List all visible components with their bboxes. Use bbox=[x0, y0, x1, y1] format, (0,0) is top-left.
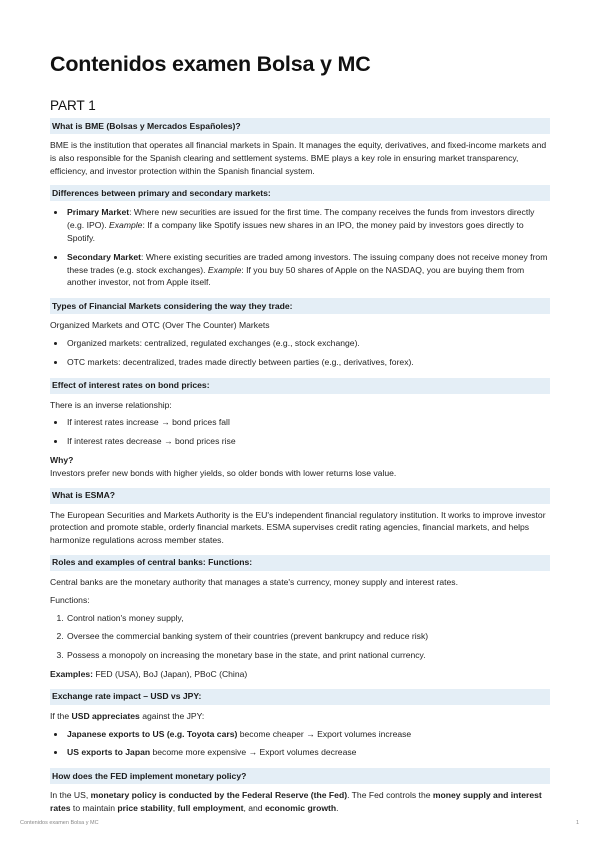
document-page bbox=[50, 52, 550, 820]
bme-paragraph: BME is the institution that operates all financial markets in Spain. It manages the equity, derivatives, and fixed-income markets and is also responsible for the Spanish clearing and settlement systems. BME plays a key role in ensuring market transparency, efficiency, and investor protection within the Spanish financial system. bbox=[50, 140, 547, 176]
esma-paragraph: The European Securities and Markets Authority is the EU's independent financial regulatory institution. It works to improve investor protection and promote stable, orderly financial markets. ESMA supervises credit rating agencies, financial markets, and helps harmonize regulations across member states. bbox=[50, 509, 546, 546]
functions-label: Functions: bbox=[50, 594, 90, 605]
fed-t2: . The Fed controls the bbox=[347, 790, 433, 801]
exchange-intro bbox=[50, 710, 550, 723]
fed-t1: In the US, bbox=[50, 790, 91, 801]
primary-example-label: Example bbox=[109, 220, 143, 231]
functions-list bbox=[50, 612, 550, 662]
fed-b5: economic growth bbox=[264, 802, 337, 813]
secondary-example-text: : If you buy 50 shares of Apple on the NASDAQ, you are buying them from another investor, not from Apple itself. bbox=[67, 264, 525, 288]
section-heading-types: Types of Financial Markets considering the way they trade: bbox=[50, 298, 550, 314]
secondary-example-label: Example bbox=[207, 264, 242, 275]
primary-text: : Where new securities are issued for the first time. The company receives the funds from investors directly (e.g. IPO). bbox=[67, 207, 535, 231]
section-heading-markets: Differences between primary and secondary markets: bbox=[50, 185, 550, 201]
footer-title: Contenidos examen Bolsa y MC bbox=[20, 820, 99, 826]
why-label-text: Why? bbox=[50, 454, 74, 465]
primary-label: Primary Market bbox=[67, 207, 130, 218]
fed-t5: , and bbox=[243, 802, 265, 813]
list-item: • If interest rates decrease → bond prices rise bbox=[66, 435, 550, 448]
examples-label: Examples: bbox=[50, 668, 93, 679]
section-heading-fed: How does the FED implement monetary policy? bbox=[50, 768, 550, 784]
secondary-label: Secondary Market bbox=[67, 251, 142, 262]
section-heading-central-banks: Roles and examples of central banks: Functions: bbox=[50, 555, 550, 571]
list-item-primary bbox=[66, 206, 550, 244]
fed-t3: to maintain bbox=[70, 802, 118, 813]
types-list bbox=[50, 337, 550, 369]
examples-text: FED (USA), BoJ (Japan), PBoC (China) bbox=[93, 668, 248, 679]
types-intro: Organized Markets and OTC (Over The Counter) Markets bbox=[50, 320, 270, 331]
part-heading: PART 1 bbox=[50, 98, 96, 113]
markets-list bbox=[50, 206, 550, 289]
primary-example-text: : If a company like Spotify issues new shares in an IPO, the money paid by investors goes directly to Spotify. bbox=[67, 220, 524, 243]
fed-b2: money supply and interest rates bbox=[50, 790, 542, 813]
interest-intro: There is an inverse relationship: bbox=[50, 399, 172, 410]
item1-bold: Japanese exports to US (e.g. Toyota cars) bbox=[67, 728, 238, 739]
document-title: Contenidos examen Bolsa y MC bbox=[50, 52, 371, 76]
fed-b3: price stability bbox=[117, 802, 173, 813]
interest-list bbox=[50, 416, 550, 448]
fed-b4: full employment bbox=[177, 802, 244, 813]
list-item: 2. Oversee the commercial banking system of their countries (prevent bankrupcy and reduce risk) bbox=[66, 630, 550, 643]
list-item: • Organized markets: centralized, regulated exchanges (e.g., stock exchange). bbox=[66, 337, 550, 350]
list-item bbox=[66, 746, 550, 759]
secondary-text: : Where existing securities are traded among investors. The issuing company does not receive money from these trades (e.g. stock exchanges). bbox=[67, 251, 548, 275]
section-heading-esma: What is ESMA? bbox=[50, 488, 550, 504]
fed-t4: , bbox=[172, 802, 178, 813]
list-item: • OTC markets: decentralized, trades made directly between parties (e.g., derivatives, forex). bbox=[66, 356, 550, 369]
exchange-intro-bold: USD appreciates bbox=[71, 710, 140, 721]
list-item: 3. Possess a monopoly on increasing the monetary base in the state, and print national currency. bbox=[66, 649, 550, 662]
list-item bbox=[66, 728, 550, 741]
section-heading-exchange-rate: Exchange rate impact – USD vs JPY: bbox=[50, 689, 550, 705]
exchange-intro-post: against the JPY: bbox=[139, 710, 205, 721]
list-item: 1. Control nation's money supply, bbox=[66, 612, 550, 625]
list-item: • If interest rates increase → bond prices fall bbox=[66, 416, 550, 429]
item1-text: become cheaper → Export volumes increase bbox=[237, 728, 412, 739]
section-heading-bme: What is BME (Bolsas y Mercados Españoles)? bbox=[50, 118, 550, 134]
footer-page-number: 1 bbox=[575, 820, 579, 826]
examples-line bbox=[50, 668, 550, 681]
fed-paragraph bbox=[50, 789, 550, 815]
fed-b1: monetary policy is conducted by the Federal Reserve (the Fed) bbox=[90, 790, 348, 801]
exchange-list bbox=[50, 728, 550, 760]
exchange-intro-pre: If the bbox=[50, 710, 72, 721]
list-item-secondary bbox=[66, 251, 550, 289]
item2-bold: US exports to Japan bbox=[67, 747, 151, 758]
item2-text: become more expensive → Export volumes decrease bbox=[150, 747, 357, 758]
central-banks-intro: Central banks are the monetary authority that manages a state's currency, money supply and interest rates. bbox=[50, 576, 458, 587]
section-heading-interest: Effect of interest rates on bond prices: bbox=[50, 378, 550, 394]
why-text: Investors prefer new bonds with higher yields, so older bonds with lower returns lose value. bbox=[50, 467, 397, 478]
why-label bbox=[50, 454, 550, 467]
fed-t6: . bbox=[336, 802, 339, 813]
